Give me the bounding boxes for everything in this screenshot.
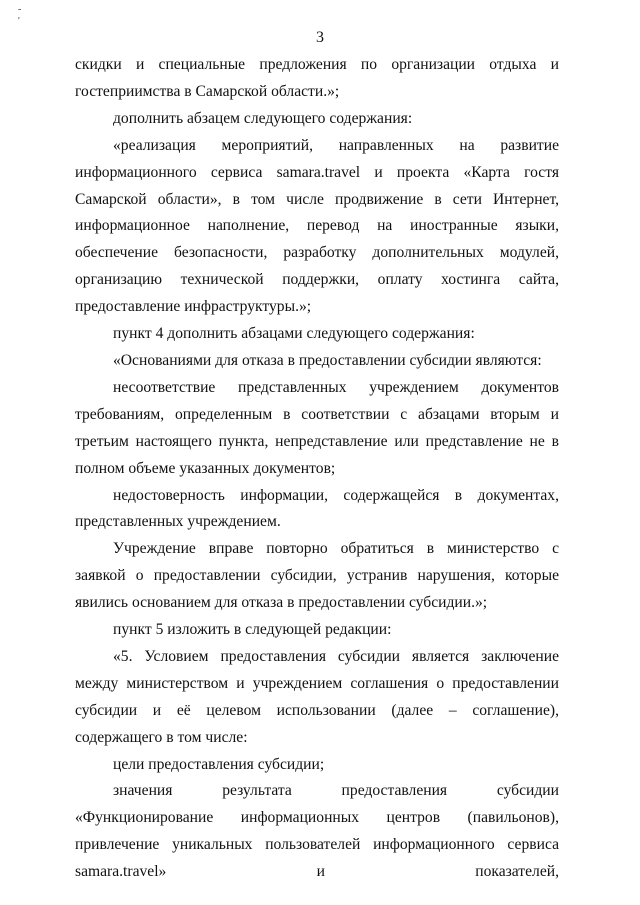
- page-number: 3: [316, 29, 324, 46]
- paragraph: пункт 5 изложить в следующей редакции:: [113, 621, 392, 639]
- paragraph: дополнить абзацем следующего содержания:: [113, 109, 413, 127]
- margin-mark: ': [18, 16, 20, 27]
- paragraph: «реализация мероприятий, направленных на развитие информационного сервиса samara.travel и проекта «Карта гостя Самарской области», в том числе продвижение в сети Интернет, информационное наполнение, перевод на иностранные языки, обеспечение безопасности, разработку дополнительных модулей, организацию технической поддержки, оплату хостинга сайта, предоставление инфраструктуры.»;: [75, 136, 559, 316]
- margin-marks: [18, 4, 21, 28]
- paragraph: «5. Условием предоставления субсидии является заключение между министерством и учреждением соглашения о предоставлении субсидии и её целевом использовании (далее – соглашение), содержащего в том числе:: [75, 647, 559, 746]
- margin-mark: -: [18, 4, 22, 15]
- paragraph: пункт 4 дополнить абзацами следующего содержания:: [113, 325, 475, 343]
- paragraph: несоответствие представленных учреждением документов требованиям, определенным в соответствии с абзацами вторым и третьим настоящего пункта, непредставление или представление не в полном объеме указанных документов;: [75, 378, 559, 477]
- paragraph: значения результата предоставления субсидии «Функционирование информационных центров (павильонов), привлечение уникальных пользователей информационного сервиса samara.travel» и показателей,: [75, 782, 559, 881]
- document-body: [75, 52, 559, 886]
- paragraph: недостоверность информации, содержащейся в документах, представленных учреждением.: [75, 486, 559, 531]
- paragraph: цели предоставления субсидии;: [113, 755, 325, 773]
- paragraph: «Основаниями для отказа в предоставлении субсидии являются:: [113, 351, 542, 369]
- paragraph: Учреждение вправе повторно обратиться в министерство с заявкой о предоставлении субсидии, устранив нарушения, которые явились основанием для отказа в предоставлении субсидии.»;: [75, 540, 559, 612]
- paragraph: скидки и специальные предложения по организации отдыха и гостеприимства в Самарской области.»;: [75, 56, 559, 100]
